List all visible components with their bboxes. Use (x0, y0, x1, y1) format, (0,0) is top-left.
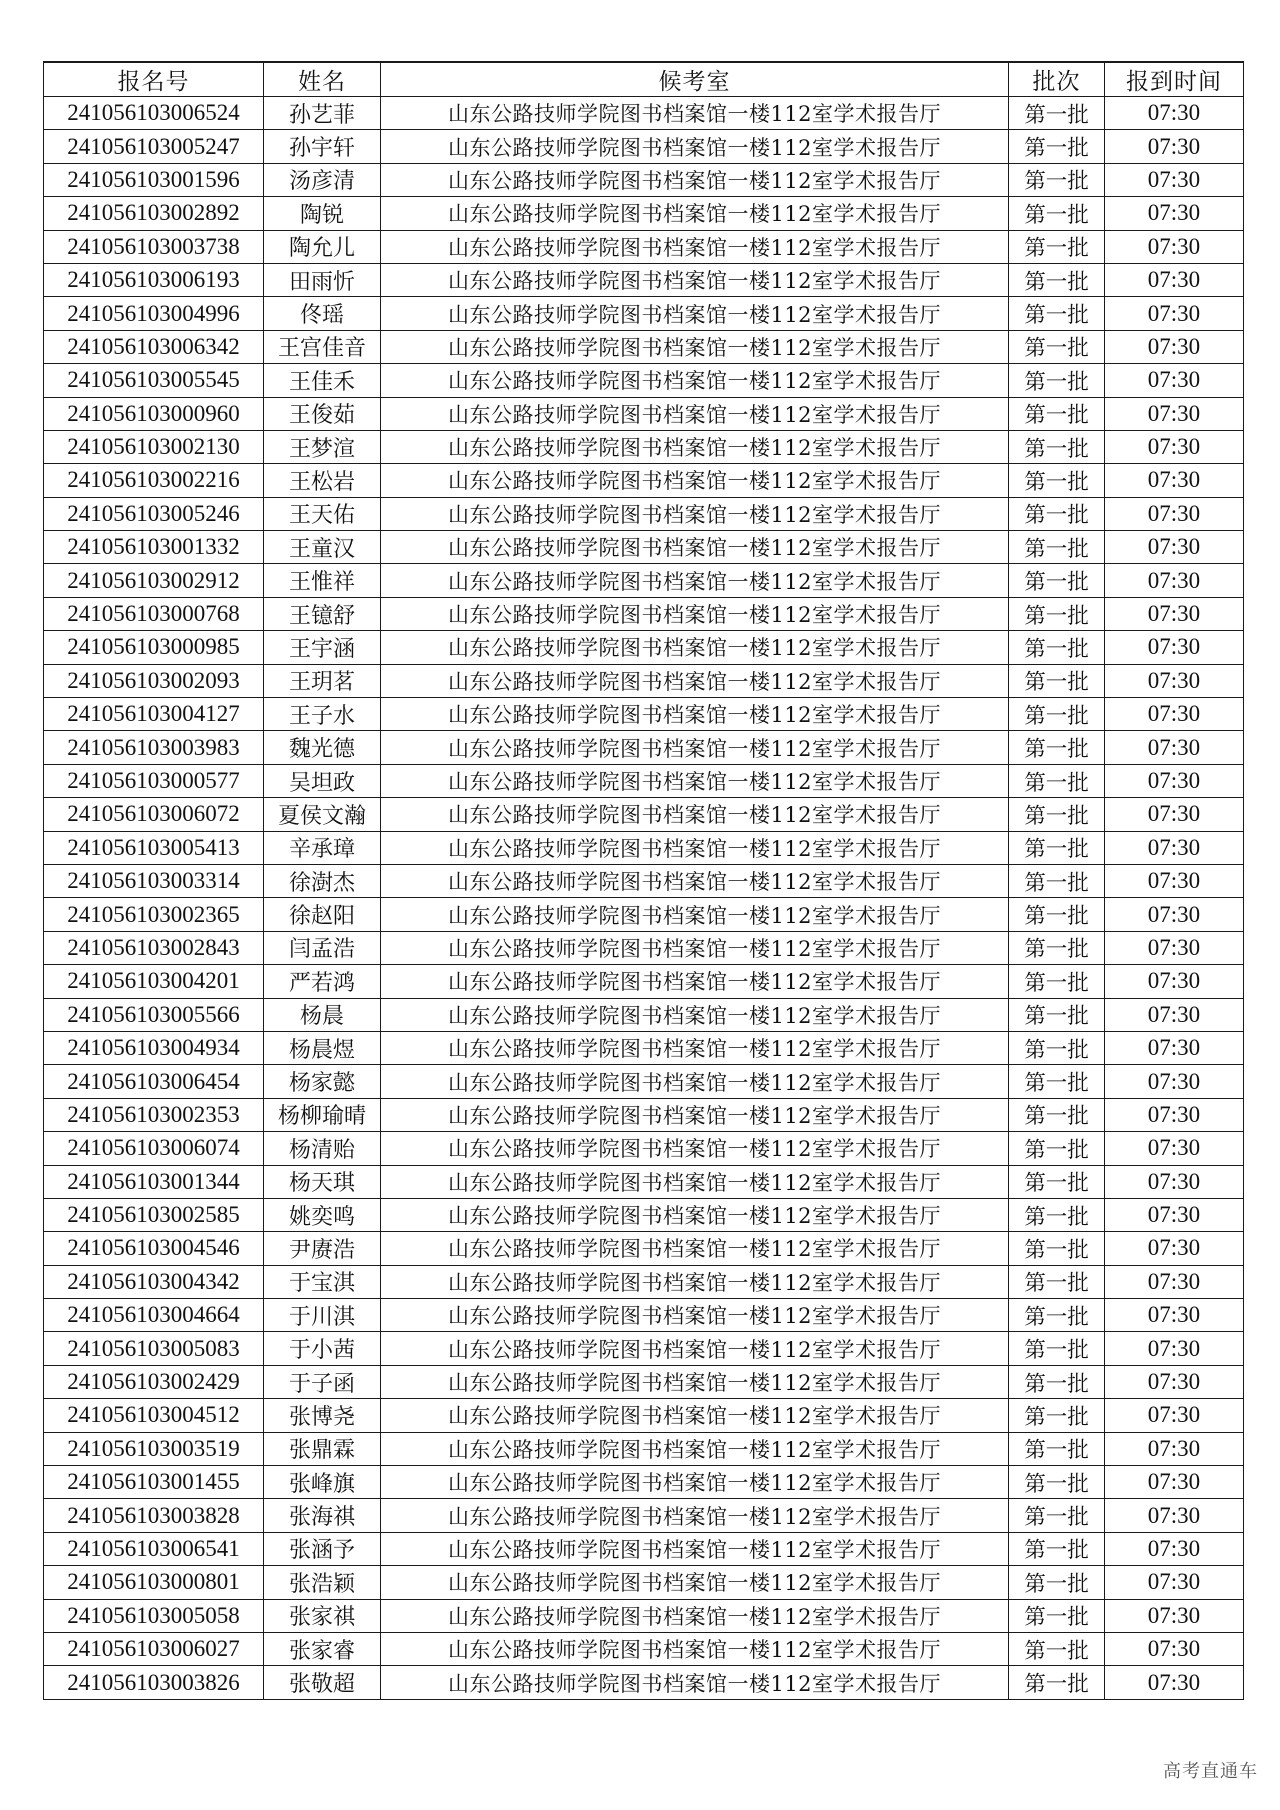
cell-time: 07:30 (1105, 1332, 1244, 1365)
cell-reg-no: 241056103006074 (44, 1132, 264, 1165)
cell-batch: 第一批 (1009, 1532, 1105, 1565)
cell-batch: 第一批 (1009, 1666, 1105, 1699)
cell-batch: 第一批 (1009, 564, 1105, 597)
table-row (44, 297, 1244, 330)
cell-time: 07:30 (1105, 1232, 1244, 1265)
cell-room: 山东公路技师学院图书档案馆一楼112室学术报告厅 (381, 497, 1009, 530)
cell-room: 山东公路技师学院图书档案馆一楼112室学术报告厅 (381, 898, 1009, 931)
cell-batch: 第一批 (1009, 1499, 1105, 1532)
cell-room: 山东公路技师学院图书档案馆一楼112室学术报告厅 (381, 130, 1009, 163)
cell-name: 张鼎霖 (264, 1432, 381, 1465)
cell-room: 山东公路技师学院图书档案馆一楼112室学术报告厅 (381, 664, 1009, 697)
cell-reg-no: 241056103004127 (44, 698, 264, 731)
cell-time: 07:30 (1105, 631, 1244, 664)
cell-name: 张家睿 (264, 1632, 381, 1665)
cell-time: 07:30 (1105, 263, 1244, 296)
table-row (44, 998, 1244, 1031)
table-row (44, 130, 1244, 163)
cell-batch: 第一批 (1009, 1566, 1105, 1599)
cell-name: 田雨忻 (264, 263, 381, 296)
cell-room: 山东公路技师学院图书档案馆一楼112室学术报告厅 (381, 597, 1009, 630)
cell-name: 王惟祥 (264, 564, 381, 597)
table-row (44, 531, 1244, 564)
table-row (44, 230, 1244, 263)
cell-name: 吴坦政 (264, 764, 381, 797)
cell-reg-no: 241056103002429 (44, 1365, 264, 1398)
cell-room: 山东公路技师学院图书档案馆一楼112室学术报告厅 (381, 430, 1009, 463)
cell-time: 07:30 (1105, 764, 1244, 797)
cell-batch: 第一批 (1009, 898, 1105, 931)
cell-reg-no: 241056103002093 (44, 664, 264, 697)
cell-batch: 第一批 (1009, 430, 1105, 463)
cell-room: 山东公路技师学院图书档案馆一楼112室学术报告厅 (381, 297, 1009, 330)
cell-room: 山东公路技师学院图书档案馆一楼112室学术报告厅 (381, 864, 1009, 897)
cell-batch: 第一批 (1009, 731, 1105, 764)
table-row (44, 564, 1244, 597)
table-row (44, 1466, 1244, 1499)
cell-name: 于宝淇 (264, 1265, 381, 1298)
cell-room: 山东公路技师学院图书档案馆一楼112室学术报告厅 (381, 1566, 1009, 1599)
cell-room: 山东公路技师学院图书档案馆一楼112室学术报告厅 (381, 1031, 1009, 1064)
cell-batch: 第一批 (1009, 397, 1105, 430)
cell-reg-no: 241056103006072 (44, 798, 264, 831)
cell-time: 07:30 (1105, 430, 1244, 463)
cell-reg-no: 241056103005058 (44, 1599, 264, 1632)
table-row (44, 1165, 1244, 1198)
cell-reg-no: 241056103004664 (44, 1299, 264, 1332)
cell-batch: 第一批 (1009, 297, 1105, 330)
cell-room: 山东公路技师学院图书档案馆一楼112室学术报告厅 (381, 1432, 1009, 1465)
table-row (44, 1232, 1244, 1265)
cell-name: 王宇涵 (264, 631, 381, 664)
cell-name: 陶锐 (264, 197, 381, 230)
cell-reg-no: 241056103006541 (44, 1532, 264, 1565)
cell-name: 王玥茗 (264, 664, 381, 697)
table-row (44, 731, 1244, 764)
cell-batch: 第一批 (1009, 664, 1105, 697)
cell-batch: 第一批 (1009, 1632, 1105, 1665)
table-row (44, 664, 1244, 697)
table-row (44, 364, 1244, 397)
cell-batch: 第一批 (1009, 130, 1105, 163)
cell-name: 杨柳瑜晴 (264, 1098, 381, 1131)
cell-name: 徐赵阳 (264, 898, 381, 931)
cell-name: 王佳禾 (264, 364, 381, 397)
cell-name: 尹赓浩 (264, 1232, 381, 1265)
cell-name: 陶允儿 (264, 230, 381, 263)
cell-name: 徐澍杰 (264, 864, 381, 897)
cell-room: 山东公路技师学院图书档案馆一楼112室学术报告厅 (381, 698, 1009, 731)
table-row (44, 798, 1244, 831)
cell-batch: 第一批 (1009, 1432, 1105, 1465)
table-row (44, 97, 1244, 130)
cell-time: 07:30 (1105, 1632, 1244, 1665)
cell-reg-no: 241056103006454 (44, 1065, 264, 1098)
cell-reg-no: 241056103002353 (44, 1098, 264, 1131)
cell-name: 张敬超 (264, 1666, 381, 1699)
cell-room: 山东公路技师学院图书档案馆一楼112室学术报告厅 (381, 631, 1009, 664)
cell-reg-no: 241056103002585 (44, 1198, 264, 1231)
cell-room: 山东公路技师学院图书档案馆一楼112室学术报告厅 (381, 364, 1009, 397)
cell-reg-no: 241056103001332 (44, 531, 264, 564)
cell-room: 山东公路技师学院图书档案馆一楼112室学术报告厅 (381, 97, 1009, 130)
table-row (44, 1499, 1244, 1532)
cell-reg-no: 241056103000768 (44, 597, 264, 630)
header-reg-no: 报名号 (44, 62, 264, 97)
table-row (44, 1299, 1244, 1332)
cell-time: 07:30 (1105, 1265, 1244, 1298)
cell-time: 07:30 (1105, 497, 1244, 530)
table-row (44, 430, 1244, 463)
cell-room: 山东公路技师学院图书档案馆一楼112室学术报告厅 (381, 1098, 1009, 1131)
cell-reg-no: 241056103002912 (44, 564, 264, 597)
cell-batch: 第一批 (1009, 497, 1105, 530)
cell-time: 07:30 (1105, 364, 1244, 397)
cell-room: 山东公路技师学院图书档案馆一楼112室学术报告厅 (381, 1466, 1009, 1499)
cell-room: 山东公路技师学院图书档案馆一楼112室学术报告厅 (381, 531, 1009, 564)
cell-room: 山东公路技师学院图书档案馆一楼112室学术报告厅 (381, 1632, 1009, 1665)
cell-batch: 第一批 (1009, 163, 1105, 196)
cell-name: 杨家懿 (264, 1065, 381, 1098)
cell-name: 杨晨 (264, 998, 381, 1031)
cell-reg-no: 241056103001455 (44, 1466, 264, 1499)
watermark-text: 高考直通车 (1163, 1761, 1258, 1782)
table-row (44, 330, 1244, 363)
cell-name: 孙宇轩 (264, 130, 381, 163)
cell-room: 山东公路技师学院图书档案馆一楼112室学术报告厅 (381, 1232, 1009, 1265)
cell-name: 杨天琪 (264, 1165, 381, 1198)
cell-name: 王天佑 (264, 497, 381, 530)
cell-reg-no: 241056103006193 (44, 263, 264, 296)
cell-reg-no: 241056103006524 (44, 97, 264, 130)
cell-batch: 第一批 (1009, 1198, 1105, 1231)
cell-name: 张涵予 (264, 1532, 381, 1565)
cell-batch: 第一批 (1009, 597, 1105, 630)
cell-room: 山东公路技师学院图书档案馆一楼112室学术报告厅 (381, 1198, 1009, 1231)
cell-time: 07:30 (1105, 464, 1244, 497)
table-row (44, 1031, 1244, 1064)
cell-time: 07:30 (1105, 898, 1244, 931)
cell-room: 山东公路技师学院图书档案馆一楼112室学术报告厅 (381, 1599, 1009, 1632)
cell-batch: 第一批 (1009, 1399, 1105, 1432)
cell-batch: 第一批 (1009, 831, 1105, 864)
table-row (44, 497, 1244, 530)
cell-name: 王子水 (264, 698, 381, 731)
cell-room: 山东公路技师学院图书档案馆一楼112室学术报告厅 (381, 1165, 1009, 1198)
cell-name: 张峰旗 (264, 1466, 381, 1499)
table-row (44, 1432, 1244, 1465)
cell-reg-no: 241056103002843 (44, 931, 264, 964)
cell-batch: 第一批 (1009, 1599, 1105, 1632)
cell-batch: 第一批 (1009, 698, 1105, 731)
cell-time: 07:30 (1105, 698, 1244, 731)
cell-time: 07:30 (1105, 1365, 1244, 1398)
table-row (44, 631, 1244, 664)
cell-room: 山东公路技师学院图书档案馆一楼112室学术报告厅 (381, 1532, 1009, 1565)
table-row (44, 1065, 1244, 1098)
cell-time: 07:30 (1105, 1299, 1244, 1332)
cell-name: 张家祺 (264, 1599, 381, 1632)
cell-name: 张海祺 (264, 1499, 381, 1532)
table-row (44, 163, 1244, 196)
table-row (44, 1666, 1244, 1699)
header-batch: 批次 (1009, 62, 1105, 97)
header-name: 姓名 (264, 62, 381, 97)
header-room: 候考室 (381, 62, 1009, 97)
cell-name: 佟瑶 (264, 297, 381, 330)
cell-time: 07:30 (1105, 531, 1244, 564)
cell-batch: 第一批 (1009, 1332, 1105, 1365)
cell-name: 张博尧 (264, 1399, 381, 1432)
cell-name: 魏光德 (264, 731, 381, 764)
cell-name: 王俊茹 (264, 397, 381, 430)
table-row (44, 263, 1244, 296)
cell-time: 07:30 (1105, 1198, 1244, 1231)
cell-room: 山东公路技师学院图书档案馆一楼112室学术报告厅 (381, 1666, 1009, 1699)
cell-reg-no: 241056103003826 (44, 1666, 264, 1699)
cell-room: 山东公路技师学院图书档案馆一楼112室学术报告厅 (381, 1132, 1009, 1165)
cell-batch: 第一批 (1009, 1098, 1105, 1131)
cell-name: 王童汉 (264, 531, 381, 564)
cell-time: 07:30 (1105, 931, 1244, 964)
cell-name: 杨晨煜 (264, 1031, 381, 1064)
cell-name: 严若鸿 (264, 965, 381, 998)
cell-time: 07:30 (1105, 297, 1244, 330)
cell-room: 山东公路技师学院图书档案馆一楼112室学术报告厅 (381, 464, 1009, 497)
cell-room: 山东公路技师学院图书档案馆一楼112室学术报告厅 (381, 163, 1009, 196)
cell-reg-no: 241056103002130 (44, 430, 264, 463)
cell-time: 07:30 (1105, 1031, 1244, 1064)
cell-room: 山东公路技师学院图书档案馆一楼112室学术报告厅 (381, 965, 1009, 998)
table-row (44, 597, 1244, 630)
cell-reg-no: 241056103006342 (44, 330, 264, 363)
cell-time: 07:30 (1105, 197, 1244, 230)
cell-room: 山东公路技师学院图书档案馆一楼112室学术报告厅 (381, 263, 1009, 296)
cell-name: 姚奕鸣 (264, 1198, 381, 1231)
cell-time: 07:30 (1105, 130, 1244, 163)
cell-room: 山东公路技师学院图书档案馆一楼112室学术报告厅 (381, 1365, 1009, 1398)
cell-time: 07:30 (1105, 1666, 1244, 1699)
cell-batch: 第一批 (1009, 1365, 1105, 1398)
cell-batch: 第一批 (1009, 1466, 1105, 1499)
cell-room: 山东公路技师学院图书档案馆一楼112室学术报告厅 (381, 1299, 1009, 1332)
cell-room: 山东公路技师学院图书档案馆一楼112室学术报告厅 (381, 998, 1009, 1031)
cell-time: 07:30 (1105, 1599, 1244, 1632)
cell-time: 07:30 (1105, 1132, 1244, 1165)
cell-room: 山东公路技师学院图书档案馆一楼112室学术报告厅 (381, 731, 1009, 764)
cell-time: 07:30 (1105, 864, 1244, 897)
cell-room: 山东公路技师学院图书档案馆一楼112室学术报告厅 (381, 197, 1009, 230)
cell-time: 07:30 (1105, 230, 1244, 263)
cell-batch: 第一批 (1009, 1265, 1105, 1298)
cell-reg-no: 241056103000577 (44, 764, 264, 797)
cell-batch: 第一批 (1009, 531, 1105, 564)
cell-reg-no: 241056103005413 (44, 831, 264, 864)
cell-reg-no: 241056103005545 (44, 364, 264, 397)
cell-name: 于子函 (264, 1365, 381, 1398)
cell-time: 07:30 (1105, 1399, 1244, 1432)
cell-batch: 第一批 (1009, 1299, 1105, 1332)
cell-room: 山东公路技师学院图书档案馆一楼112室学术报告厅 (381, 330, 1009, 363)
cell-reg-no: 241056103004342 (44, 1265, 264, 1298)
cell-name: 辛承璋 (264, 831, 381, 864)
cell-reg-no: 241056103001344 (44, 1165, 264, 1198)
cell-batch: 第一批 (1009, 931, 1105, 964)
cell-room: 山东公路技师学院图书档案馆一楼112室学术报告厅 (381, 230, 1009, 263)
table-row (44, 464, 1244, 497)
cell-batch: 第一批 (1009, 1065, 1105, 1098)
cell-batch: 第一批 (1009, 364, 1105, 397)
cell-reg-no: 241056103000801 (44, 1566, 264, 1599)
table-row (44, 931, 1244, 964)
table-body (44, 97, 1244, 1700)
table-row (44, 764, 1244, 797)
cell-batch: 第一批 (1009, 1232, 1105, 1265)
cell-name: 夏侯文瀚 (264, 798, 381, 831)
cell-batch: 第一批 (1009, 1132, 1105, 1165)
cell-time: 07:30 (1105, 597, 1244, 630)
cell-reg-no: 241056103006027 (44, 1632, 264, 1665)
cell-name: 张浩颖 (264, 1566, 381, 1599)
cell-room: 山东公路技师学院图书档案馆一楼112室学术报告厅 (381, 397, 1009, 430)
cell-reg-no: 241056103005247 (44, 130, 264, 163)
cell-time: 07:30 (1105, 1466, 1244, 1499)
table-row (44, 197, 1244, 230)
table-row (44, 1566, 1244, 1599)
cell-reg-no: 241056103005246 (44, 497, 264, 530)
cell-batch: 第一批 (1009, 798, 1105, 831)
cell-reg-no: 241056103003519 (44, 1432, 264, 1465)
cell-reg-no: 241056103000985 (44, 631, 264, 664)
cell-time: 07:30 (1105, 1165, 1244, 1198)
cell-room: 山东公路技师学院图书档案馆一楼112室学术报告厅 (381, 1332, 1009, 1365)
cell-batch: 第一批 (1009, 197, 1105, 230)
cell-room: 山东公路技师学院图书档案馆一楼112室学术报告厅 (381, 931, 1009, 964)
table-row (44, 1198, 1244, 1231)
cell-reg-no: 241056103001596 (44, 163, 264, 196)
table-row (44, 1399, 1244, 1432)
table-row (44, 965, 1244, 998)
cell-batch: 第一批 (1009, 263, 1105, 296)
cell-batch: 第一批 (1009, 97, 1105, 130)
cell-batch: 第一批 (1009, 965, 1105, 998)
table-row (44, 1132, 1244, 1165)
cell-reg-no: 241056103003828 (44, 1499, 264, 1532)
cell-time: 07:30 (1105, 1499, 1244, 1532)
table-row (44, 898, 1244, 931)
cell-name: 杨清贻 (264, 1132, 381, 1165)
cell-reg-no: 241056103003738 (44, 230, 264, 263)
waiting-room-roster-table (43, 61, 1244, 1700)
cell-room: 山东公路技师学院图书档案馆一楼112室学术报告厅 (381, 1399, 1009, 1432)
cell-time: 07:30 (1105, 330, 1244, 363)
cell-room: 山东公路技师学院图书档案馆一楼112室学术报告厅 (381, 798, 1009, 831)
cell-name: 闫孟浩 (264, 931, 381, 964)
cell-time: 07:30 (1105, 731, 1244, 764)
cell-time: 07:30 (1105, 1566, 1244, 1599)
cell-reg-no: 241056103005083 (44, 1332, 264, 1365)
cell-room: 山东公路技师学院图书档案馆一楼112室学术报告厅 (381, 1065, 1009, 1098)
cell-reg-no: 241056103002892 (44, 197, 264, 230)
cell-name: 汤彦清 (264, 163, 381, 196)
cell-reg-no: 241056103005566 (44, 998, 264, 1031)
cell-time: 07:30 (1105, 564, 1244, 597)
cell-room: 山东公路技师学院图书档案馆一楼112室学术报告厅 (381, 764, 1009, 797)
cell-batch: 第一批 (1009, 998, 1105, 1031)
table-row (44, 831, 1244, 864)
cell-time: 07:30 (1105, 831, 1244, 864)
cell-time: 07:30 (1105, 1098, 1244, 1131)
cell-batch: 第一批 (1009, 864, 1105, 897)
header-time: 报到时间 (1105, 62, 1244, 97)
table-row (44, 1365, 1244, 1398)
cell-name: 王镱舒 (264, 597, 381, 630)
cell-reg-no: 241056103004996 (44, 297, 264, 330)
cell-name: 王梦渲 (264, 430, 381, 463)
cell-batch: 第一批 (1009, 330, 1105, 363)
table-row (44, 1098, 1244, 1131)
cell-batch: 第一批 (1009, 230, 1105, 263)
cell-batch: 第一批 (1009, 1165, 1105, 1198)
cell-room: 山东公路技师学院图书档案馆一楼112室学术报告厅 (381, 1499, 1009, 1532)
table-row (44, 698, 1244, 731)
cell-name: 王松岩 (264, 464, 381, 497)
cell-reg-no: 241056103003983 (44, 731, 264, 764)
cell-batch: 第一批 (1009, 764, 1105, 797)
cell-reg-no: 241056103002216 (44, 464, 264, 497)
cell-time: 07:30 (1105, 965, 1244, 998)
cell-batch: 第一批 (1009, 631, 1105, 664)
table-row (44, 864, 1244, 897)
cell-name: 王宫佳音 (264, 330, 381, 363)
cell-reg-no: 241056103002365 (44, 898, 264, 931)
table-row (44, 1632, 1244, 1665)
cell-time: 07:30 (1105, 798, 1244, 831)
table-row (44, 1332, 1244, 1365)
cell-time: 07:30 (1105, 163, 1244, 196)
cell-name: 于川淇 (264, 1299, 381, 1332)
cell-time: 07:30 (1105, 97, 1244, 130)
table-row (44, 1532, 1244, 1565)
cell-reg-no: 241056103004934 (44, 1031, 264, 1064)
cell-room: 山东公路技师学院图书档案馆一楼112室学术报告厅 (381, 564, 1009, 597)
cell-reg-no: 241056103003314 (44, 864, 264, 897)
cell-time: 07:30 (1105, 664, 1244, 697)
cell-name: 于小茜 (264, 1332, 381, 1365)
cell-room: 山东公路技师学院图书档案馆一楼112室学术报告厅 (381, 1265, 1009, 1298)
cell-time: 07:30 (1105, 998, 1244, 1031)
cell-batch: 第一批 (1009, 1031, 1105, 1064)
cell-reg-no: 241056103004512 (44, 1399, 264, 1432)
table-row (44, 397, 1244, 430)
table-row (44, 1265, 1244, 1298)
table-row (44, 1599, 1244, 1632)
cell-reg-no: 241056103004546 (44, 1232, 264, 1265)
cell-room: 山东公路技师学院图书档案馆一楼112室学术报告厅 (381, 831, 1009, 864)
cell-time: 07:30 (1105, 397, 1244, 430)
cell-reg-no: 241056103004201 (44, 965, 264, 998)
cell-reg-no: 241056103000960 (44, 397, 264, 430)
cell-time: 07:30 (1105, 1432, 1244, 1465)
cell-batch: 第一批 (1009, 464, 1105, 497)
table-header-row (44, 62, 1244, 97)
cell-name: 孙艺菲 (264, 97, 381, 130)
cell-time: 07:30 (1105, 1065, 1244, 1098)
cell-time: 07:30 (1105, 1532, 1244, 1565)
